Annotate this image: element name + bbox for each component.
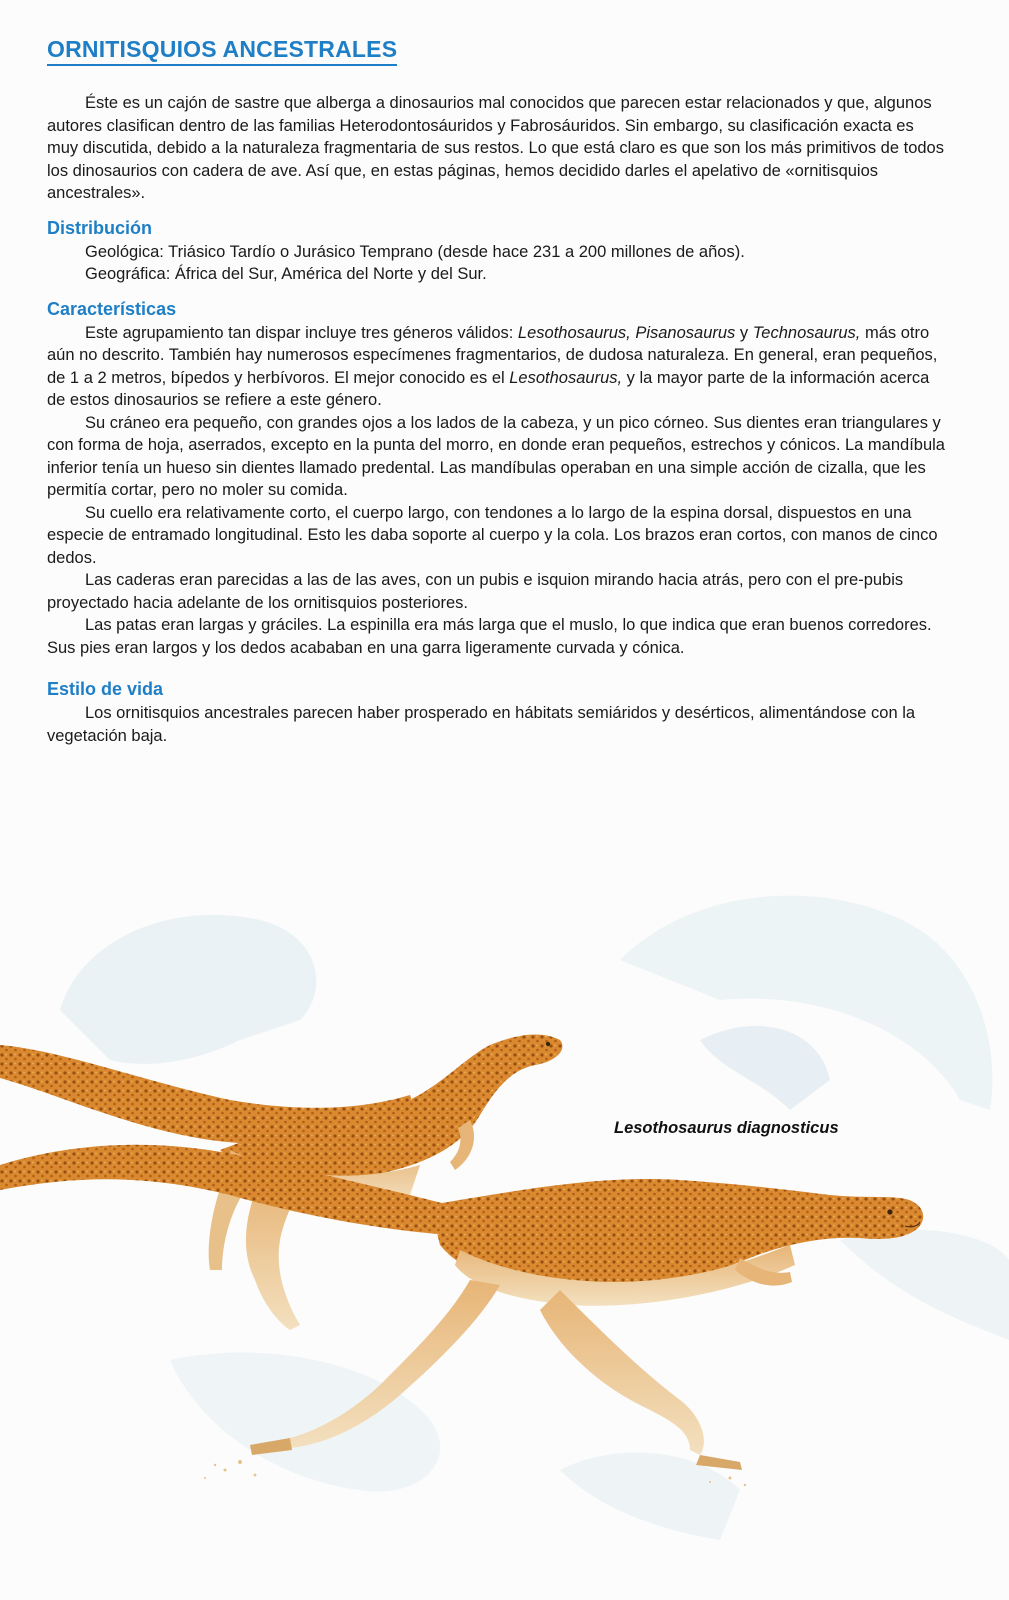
text-run: Este agrupamiento tan dispar incluye tres géneros válidos: (85, 323, 518, 342)
caracteristicas-paragraph-4: Las caderas eran parecidas a las de las aves, con un pubis e isquion mirando hacia atrás, pero con el pre-pubis proyectado hacia adelante de los ornitisquios posteriores. (47, 571, 904, 612)
caracteristicas-paragraph-2: Su cráneo era pequeño, con grandes ojos a los lados de la cabeza, y un pico córneo. Sus dientes eran triangulares y con forma de hoja, aserrados, excepto en la punta del morro, en donde eran pequeños, estrechos y cónicos. La mandíbula inferior tenía un hueso sin dientes llamado predental. Las mandíbulas operaban en una simple acción de cizalla, que les permitía cortar, pero no moler su comida. (47, 413, 945, 499)
intro-paragraph: Éste es un cajón de sastre que alberga a dinosaurios mal conocidos que parecen estar relacionados y que, algunos autores clasifican dentro de las familias Heterodontosáuridos y Fabrosáuridos. Sin embargo, su clasificación exacta es muy discutida, debido a la naturaleza fragmentaria de sus restos. Lo que está claro es que son los más primitivos de todos los dinosaurios con cadera de ave. Así que, en estas páginas, hemos decidido darles el apelativo de «ornitisquios ancestrales». (47, 94, 944, 202)
section-heading-caracteristicas: Características (47, 298, 177, 319)
caracteristicas-paragraph-5: Las patas eran largas y gráciles. La espinilla era más larga que el muslo, lo que indica que eran buenos corredores. Sus pies eran largos y los dedos acababan en una garra ligeramente curvada y cónica. (47, 616, 932, 657)
section-heading-distribucion: Distribución (47, 217, 153, 238)
illustration-caption: Lesothosaurus diagnosticus (614, 1119, 839, 1137)
text-run: más otro aún no descrito. También hay numerosos especímenes fragmentarios, de dudosa naturaleza. En general, eran pequeños, de 1 a 2 metros, bípedos y herbívoros. El mejor conocido es el (47, 323, 938, 387)
distribucion-geologica: Geológica: Triásico Tardío o Jurásico Temprano (desde hace 231 a 200 millones de años). (85, 242, 745, 261)
caracteristicas-paragraph-1 (47, 322, 947, 412)
genus-name: Lesothosaurus, (509, 368, 623, 387)
page-title: ORNITISQUIOS ANCESTRALES (47, 36, 397, 66)
text-run: y la mayor parte de la información acerca de estos dinosaurios se refiere a este género. (47, 368, 930, 409)
estilo-de-vida-paragraph: Los ornitisquios ancestrales parecen haber prosperado en hábitats semiáridos y desérticos, alimentándose con la vegetación baja. (47, 704, 916, 745)
genus-name: Technosaurus, (752, 323, 861, 342)
distribucion-geografica: Geográfica: África del Sur, América del Norte y del Sur. (85, 265, 487, 283)
section-heading-estilo-de-vida: Estilo de vida (47, 679, 164, 699)
genus-name: Lesothosaurus, Pisanosaurus (517, 323, 736, 342)
caracteristicas-paragraph-3: Su cuello era relativamente corto, el cuerpo largo, con tendones a lo largo de la espina dorsal, dispuestos en una especie de entramado longitudinal. Esto les daba soporte al cuerpo y la cola. Los brazos eran cortos, con manos de cinco dedos. (47, 503, 938, 567)
dinosaur-front (0, 1145, 923, 1470)
article (47, 36, 947, 747)
text-run: y (735, 323, 753, 342)
